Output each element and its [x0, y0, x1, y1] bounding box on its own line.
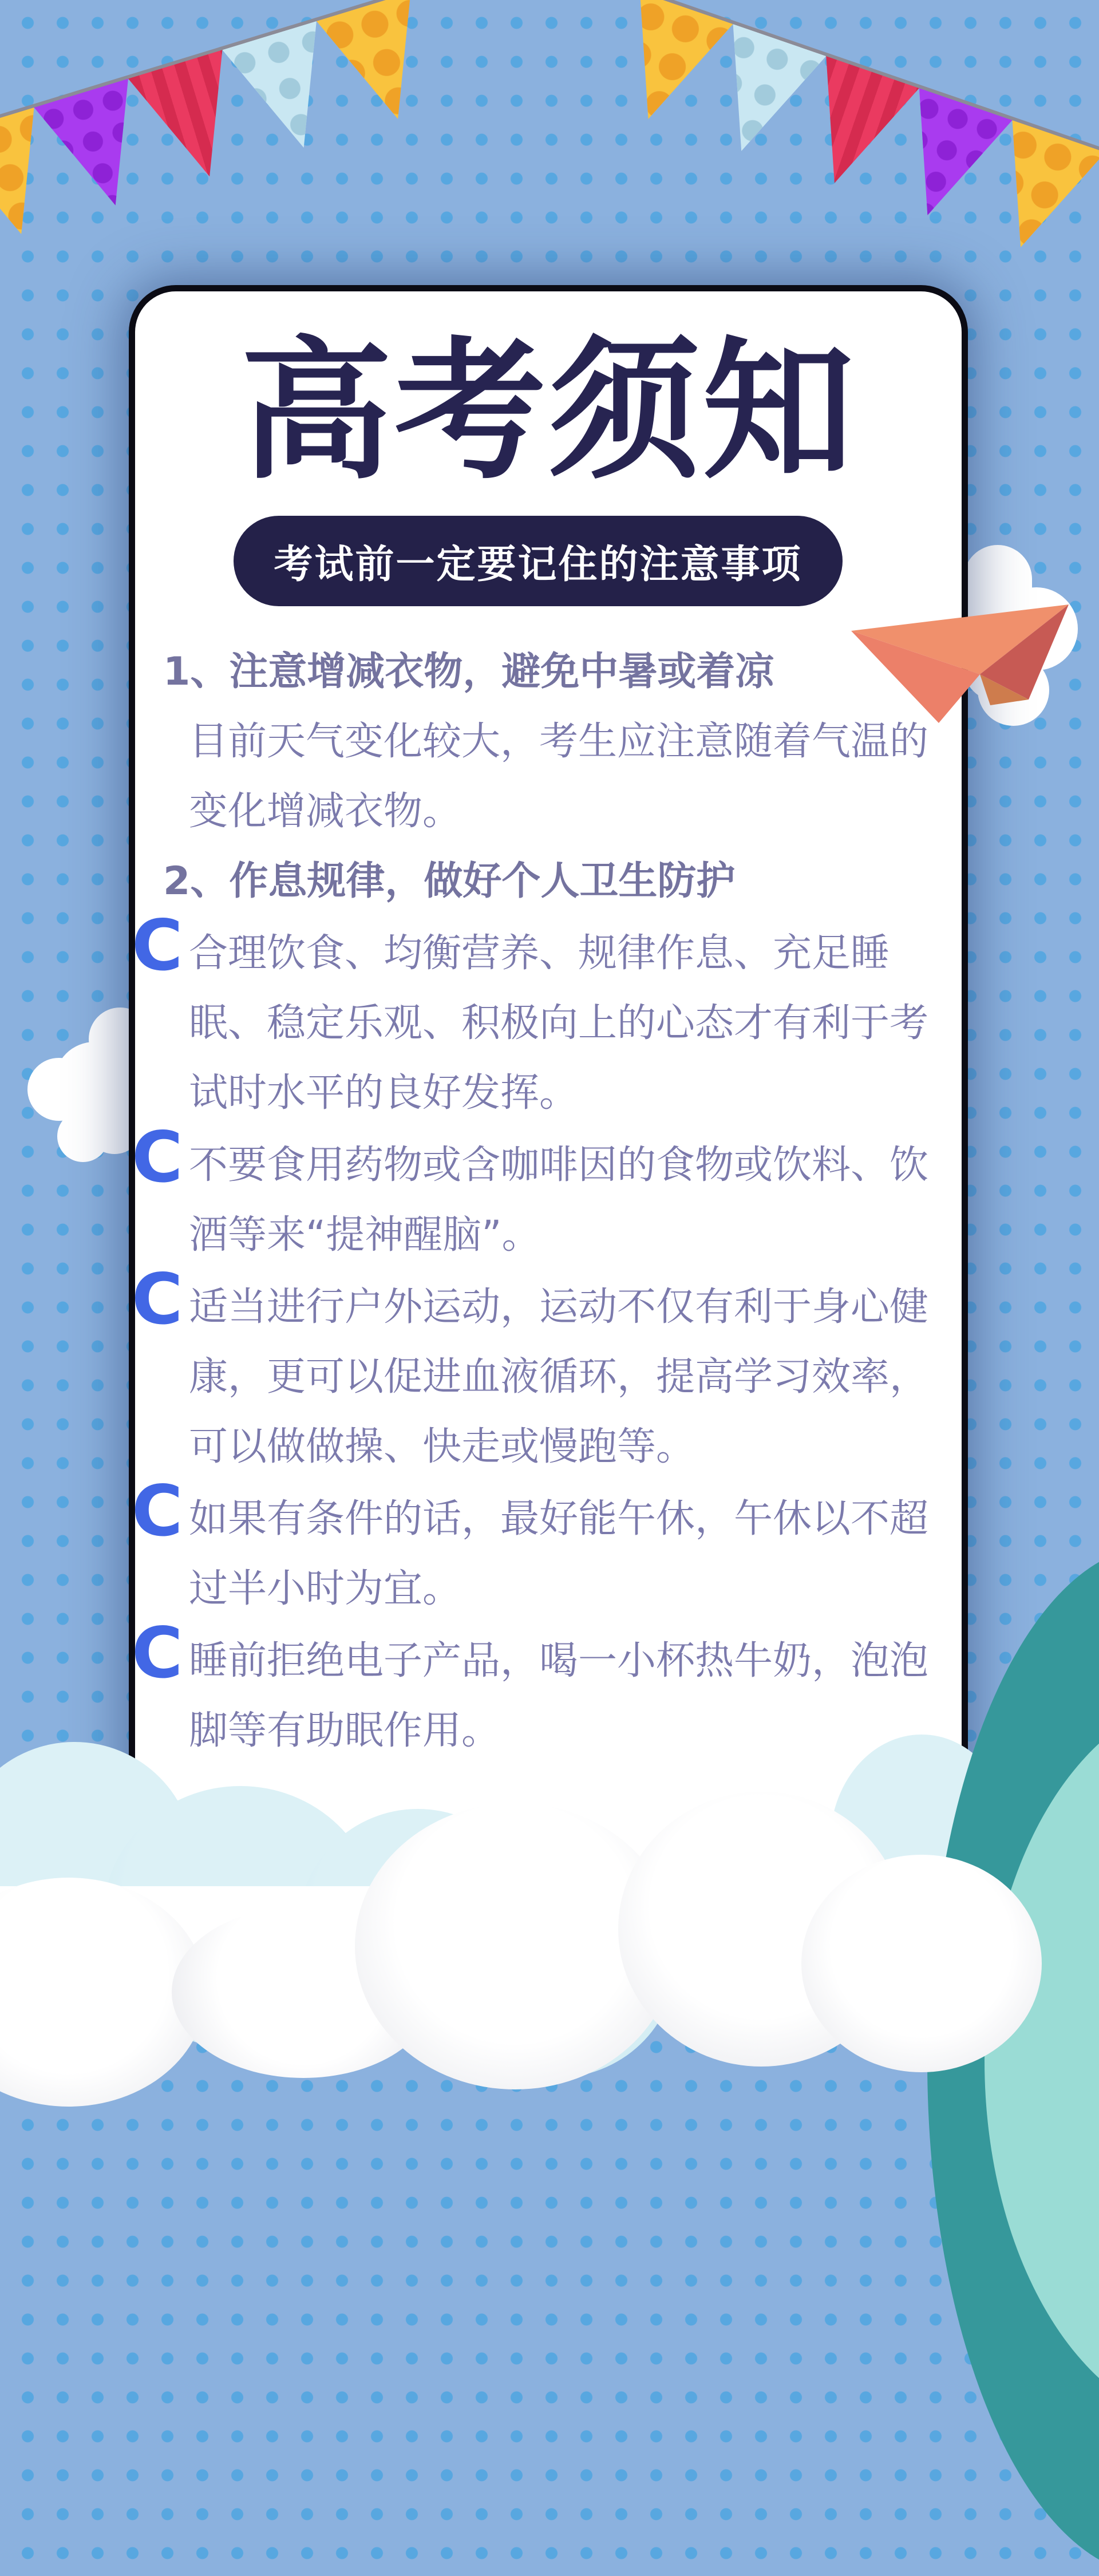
bullet-c-icon: C: [132, 1259, 183, 1340]
flag-purple-hearts: [881, 88, 1012, 231]
flag-red-stripes: [128, 50, 256, 191]
front-cloud: [801, 1855, 1042, 2072]
bunting-left: [0, 0, 576, 248]
bullet-c-icon: C: [132, 905, 183, 986]
flag-blue-stars: [695, 24, 826, 167]
list-item-text: 合理饮食、均衡营养、规律作息、充足睡眠、稳定乐观、积极向上的心态才有利于考试时水平的良好发挥。: [189, 931, 929, 1116]
list-item-text: 如果有条件的话，最好能午休，午休以不超过半小时为宜。: [189, 1496, 929, 1611]
subtitle-badge: [234, 516, 843, 606]
bunting-right: [602, 0, 1099, 308]
flag-red-stripes: [788, 56, 919, 199]
list-item-text: 睡前拒绝电子产品，喝一小杯热牛奶，泡泡脚等有助眠作用。: [189, 1638, 929, 1753]
list-item-text: 不要食用药物或含咖啡因的食物或饮料、饮酒等来“提神醒脑”。: [189, 1143, 929, 1258]
flag-yellow-dots: [317, 0, 445, 133]
list-item: [132, 1471, 940, 1624]
list-item: [132, 1117, 940, 1270]
flag-purple-hearts: [34, 78, 162, 219]
list-item: [132, 905, 940, 1128]
section1-body: 目前天气变化较大，考生应注意随着气温的变化增减衣物。: [189, 719, 929, 834]
notice-card: [129, 285, 968, 1888]
subtitle-badge-label: 考试前一定要记住的注意事项: [274, 542, 802, 587]
list-item: [132, 1613, 940, 1766]
bullet-c-icon: C: [132, 1613, 183, 1694]
notice-content: [132, 637, 962, 1766]
bullet-c-icon: C: [132, 1117, 183, 1198]
page-title: 高考须知: [240, 323, 856, 500]
list-item: [132, 1259, 940, 1482]
list-item-text: 适当进行户外运动，运动不仅有利于身心健康，更可以促进血液循环，提高学习效率，可以做做操、快走或慢跑等。: [189, 1285, 929, 1469]
tips-list: [132, 905, 940, 1766]
paper-airplane-icon: [819, 584, 1082, 738]
section1-heading: 1、注意增减衣物，避免中暑或着凉: [163, 649, 774, 694]
section2-heading: 2、作息规律，做好个人卫生防护: [163, 859, 736, 904]
bullet-c-icon: C: [132, 1471, 183, 1552]
flag-blue-stars: [222, 21, 350, 162]
flag-yellow-dots: [602, 0, 733, 135]
